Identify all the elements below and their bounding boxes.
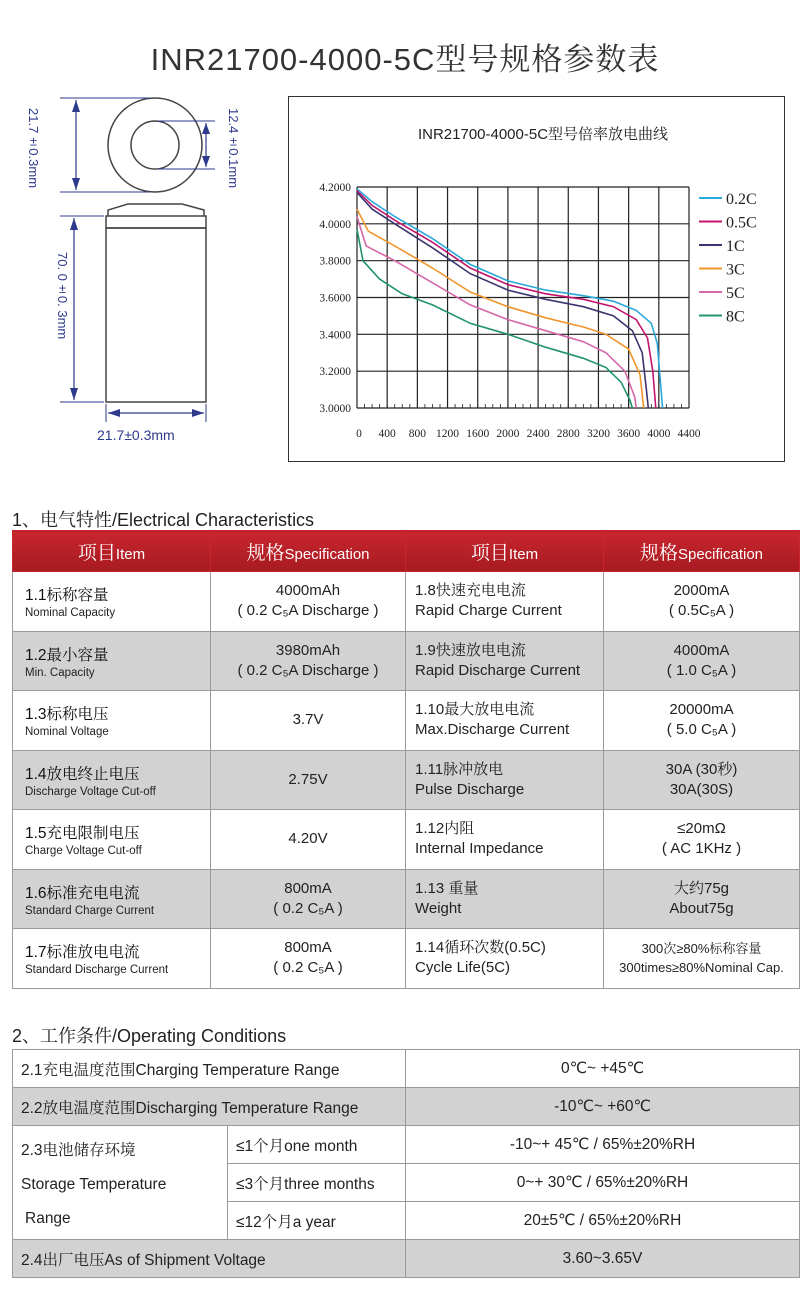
dim-outer-diameter: 21.7±0.3mm — [26, 108, 41, 189]
spec-right: 300次≥80%标称容量 300times≥80%Nominal Cap. — [604, 929, 800, 989]
storage-value-1: -10~+ 45℃ / 65%±20%RH — [406, 1126, 800, 1164]
spec-left: 3.7V — [211, 691, 406, 751]
dim-height: 70. 0±0. 3mm — [55, 252, 70, 340]
item-right: 1.14循环次数(0.5C) Cycle Life(5C) — [406, 929, 604, 989]
item-left: 1.1标称容量 Nominal Capacity — [13, 572, 211, 632]
header-spec: 规格Specification — [211, 531, 406, 572]
storage-label — [13, 1126, 228, 1240]
discharge-chart-svg — [289, 97, 783, 460]
page-title: INR21700-4000-5C型号规格参数表 — [150, 42, 660, 77]
spec-right: ≤20mΩ ( AC 1KHz ) — [604, 810, 800, 870]
item-left: 1.7标准放电电流 Standard Discharge Current — [13, 929, 211, 989]
storage-value-2: 0~+ 30℃ / 65%±20%RH — [406, 1164, 800, 1202]
charging-temp-value: 0℃~ +45℃ — [406, 1050, 800, 1088]
storage-value-3: 20±5℃ / 65%±20%RH — [406, 1202, 800, 1240]
header-item-2: 项目Item — [406, 531, 604, 572]
header-item: 项目Item — [13, 531, 211, 572]
x-tick-label: 800 — [408, 428, 426, 440]
legend-label-8C: 8C — [726, 308, 745, 326]
header-spec-2: 规格Specification — [604, 531, 800, 572]
chart-title: INR21700-4000-5C型号倍率放电曲线 — [417, 126, 669, 143]
series-line-8C — [357, 229, 632, 408]
shipment-voltage-label: 2.4出厂电压As of Shipment Voltage — [13, 1240, 406, 1278]
shipment-voltage-value: 3.60~3.65V — [406, 1240, 800, 1278]
table-row — [13, 1050, 800, 1088]
item-right: 1.11脉冲放电 Pulse Discharge — [406, 750, 604, 810]
operating-table — [12, 1049, 800, 1278]
storage-cond-3: ≤12个月a year — [228, 1202, 406, 1240]
x-tick-label: 4000 — [647, 428, 671, 440]
x-tick-label: 1200 — [436, 428, 460, 440]
spec-left: 2.75V — [211, 750, 406, 810]
legend-label-0.5C: 0.5C — [726, 214, 757, 232]
item-left: 1.5充电限制电压 Charge Voltage Cut-off — [13, 810, 211, 870]
series-line-3C — [357, 209, 644, 408]
item-left: 1.2最小容量 Min. Capacity — [13, 631, 211, 691]
discharging-temp-label: 2.2放电温度范围Discharging Temperature Range — [13, 1088, 406, 1126]
y-tick-label: 3.8000 — [319, 255, 351, 268]
x-tick-label: 3600 — [617, 428, 641, 440]
table-row — [13, 929, 800, 989]
series-line-5C — [357, 217, 636, 409]
y-tick-label: 3.4000 — [319, 329, 351, 342]
table-row — [13, 691, 800, 751]
discharge-chart — [288, 96, 785, 462]
series-line-0.2C — [357, 189, 663, 408]
item-right: 1.13 重量 Weight — [406, 869, 604, 929]
electrical-table — [12, 530, 800, 989]
y-tick-label: 3.6000 — [319, 292, 351, 305]
table-row — [13, 1240, 800, 1278]
y-tick-label: 3.2000 — [319, 366, 351, 379]
spec-right: 30A (30秒) 30A(30S) — [604, 750, 800, 810]
table-row — [13, 572, 800, 632]
storage-label-en-2: Range — [25, 1210, 71, 1227]
storage-cond-2: ≤3个月three months — [228, 1164, 406, 1202]
section-operating-title: 2、工作条件/Operating Conditions — [12, 1026, 287, 1046]
item-left: 1.6标准充电电流 Standard Charge Current — [13, 869, 211, 929]
table-row — [13, 631, 800, 691]
table-row — [13, 810, 800, 870]
dim-width: 21.7±0.3mm — [97, 427, 175, 443]
spec-right: 4000mA ( 1.0 C₅A ) — [604, 631, 800, 691]
x-tick-label: 1600 — [466, 428, 490, 440]
electrical-table-header — [13, 531, 800, 572]
x-tick-label: 0 — [356, 428, 362, 440]
charging-temp-label: 2.1充电温度范围Charging Temperature Range — [13, 1050, 406, 1088]
dim-inner-diameter: 12.4±0.1mm — [226, 108, 241, 189]
item-right: 1.8快速充电电流 Rapid Charge Current — [406, 572, 604, 632]
item-right: 1.10最大放电电流 Max.Discharge Current — [406, 691, 604, 751]
section-electrical-title: 1、电气特性/Electrical Characteristics — [12, 510, 315, 530]
spec-left: 800mA ( 0.2 C₅A ) — [211, 869, 406, 929]
legend-label-3C: 3C — [726, 261, 745, 279]
item-left: 1.3标称电压 Nominal Voltage — [13, 691, 211, 751]
x-tick-label: 3200 — [586, 428, 610, 440]
item-right: 1.9快速放电电流 Rapid Discharge Current — [406, 631, 604, 691]
x-tick-label: 2000 — [496, 428, 520, 440]
x-tick-label: 2800 — [556, 428, 580, 440]
discharging-temp-value: -10℃~ +60℃ — [406, 1088, 800, 1126]
item-right: 1.12内阻 Internal Impedance — [406, 810, 604, 870]
spec-left: 4000mAh ( 0.2 C₅A Discharge ) — [211, 572, 406, 632]
y-tick-label: 3.0000 — [319, 403, 351, 415]
x-tick-label: 400 — [378, 428, 396, 440]
storage-cond-1: ≤1个月one month — [228, 1126, 406, 1164]
y-tick-label: 4.0000 — [319, 218, 351, 231]
y-tick-label: 4.2000 — [319, 182, 351, 194]
table-row — [13, 869, 800, 929]
spec-right: 2000mA ( 0.5C₅A ) — [604, 572, 800, 632]
spec-left: 800mA ( 0.2 C₅A ) — [211, 929, 406, 989]
spec-left: 4.20V — [211, 810, 406, 870]
storage-label-zh: 2.3电池储存环境 — [21, 1142, 136, 1159]
legend-label-5C: 5C — [726, 285, 745, 302]
table-row — [13, 1088, 800, 1126]
legend-label-1C: 1C — [726, 238, 745, 255]
table-row — [13, 1126, 800, 1164]
table-row — [13, 750, 800, 810]
storage-label-en-1: Storage Temperature — [21, 1176, 167, 1193]
item-left: 1.4放电终止电压 Discharge Voltage Cut-off — [13, 750, 211, 810]
spec-left: 3980mAh ( 0.2 C₅A Discharge ) — [211, 631, 406, 691]
spec-right: 大约75g About75g — [604, 869, 800, 929]
spec-right: 20000mA ( 5.0 C₅A ) — [604, 691, 800, 751]
legend-label-0.2C: 0.2C — [726, 191, 757, 208]
x-tick-label: 2400 — [526, 428, 550, 440]
x-tick-label: 4400 — [677, 428, 701, 440]
